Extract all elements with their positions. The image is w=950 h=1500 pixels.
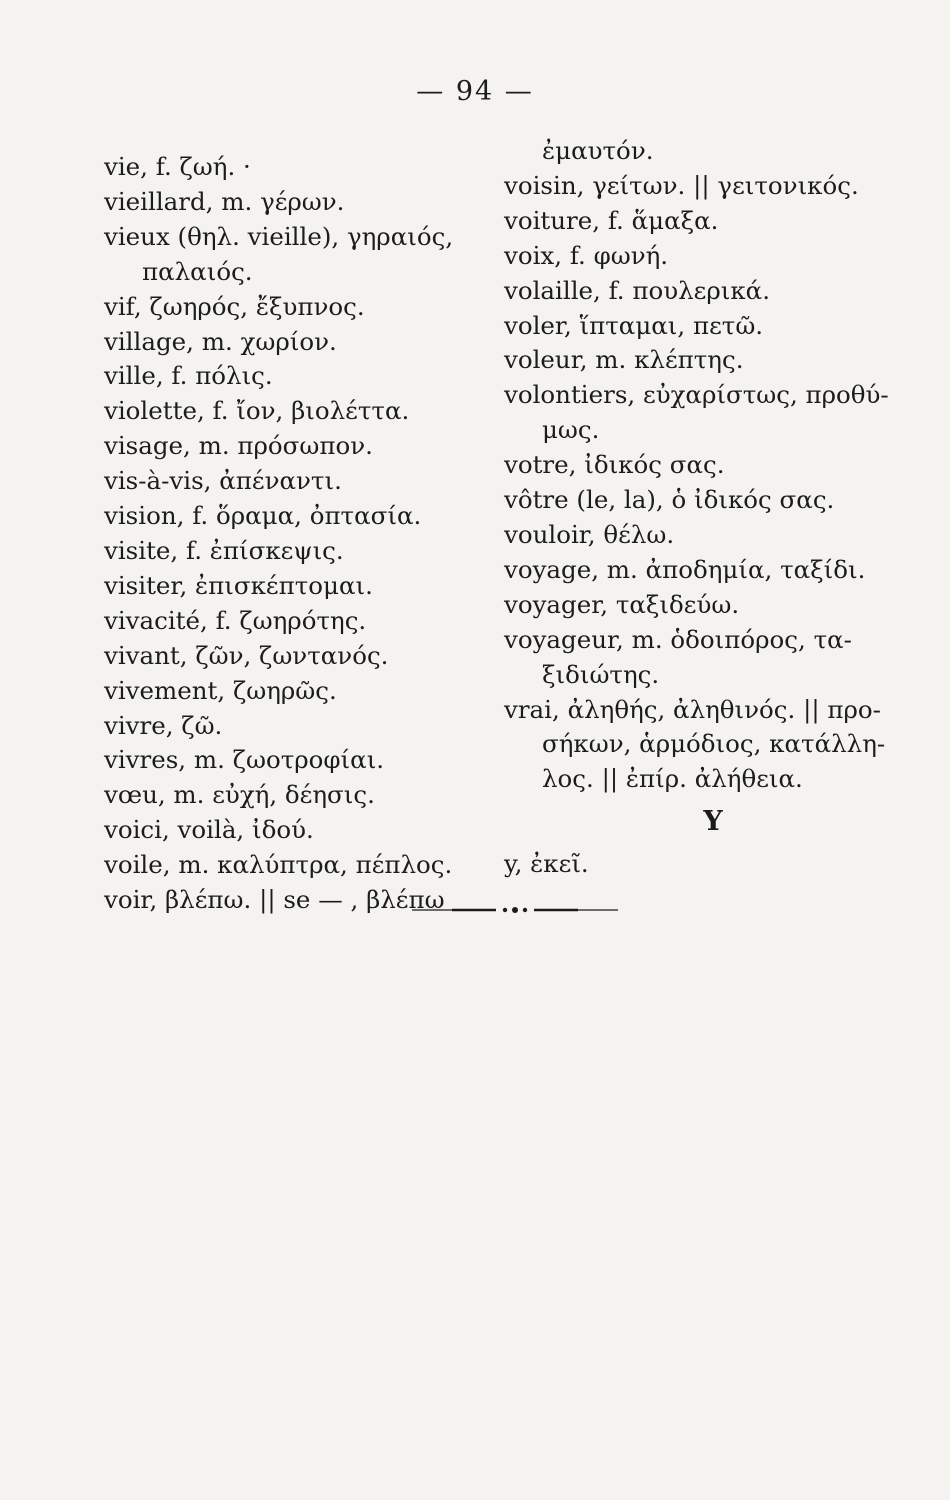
dictionary-entry: vivacité, f. ζωηρότης. bbox=[104, 605, 367, 635]
dictionary-entry: violette, f. ἴον, βιολέττα. bbox=[104, 396, 410, 426]
dictionary-entry: voir, βλέπω. || se — , βλέπω bbox=[104, 885, 445, 915]
dictionary-entry-continuation: ἐμαυτόν. bbox=[542, 136, 654, 165]
dictionary-entry: vision, f. ὅραμα, ὀπτασία. bbox=[104, 501, 422, 531]
left-column bbox=[104, 150, 504, 918]
dictionary-entry: vrai, ἀληθής, ἀληθινός. || προ- bbox=[504, 694, 881, 724]
dictionary-entry: visage, m. πρόσωπον. bbox=[104, 431, 373, 461]
dictionary-entry: voyageur, m. ὁδοιπόρος, τα- bbox=[504, 624, 852, 654]
dictionary-entry: voyager, ταξιδεύω. bbox=[504, 589, 740, 619]
dictionary-entry: vivres, m. ζωοτροφίαι. bbox=[104, 745, 385, 775]
dictionary-entry: vie, f. ζωή. · bbox=[104, 152, 251, 181]
dictionary-entry: volontiers, εὐχαρίστως, προθύ- bbox=[504, 380, 889, 410]
section-letter-heading: Y bbox=[703, 806, 723, 838]
dictionary-entry: voisin, γείτων. || γειτονικός. bbox=[504, 170, 859, 200]
dictionary-entry: volaille, f. πουλερικά. bbox=[504, 275, 771, 305]
dictionary-entry: y, ἐκεῖ. bbox=[504, 849, 589, 879]
dictionary-entry: voici, voilà, ἰδού. bbox=[104, 815, 314, 845]
dictionary-entry: vieillard, m. γέρων. bbox=[104, 186, 345, 216]
dictionary-entry-continuation: ξιδιώτης. bbox=[542, 659, 660, 689]
dictionary-entry: village, m. χωρίον. bbox=[104, 326, 337, 356]
dictionary-entry: vif, ζωηρός, ἔξυπνος. bbox=[104, 291, 365, 321]
dictionary-entry-continuation: σήκων, ἁρμόδιος, κατάλλη- bbox=[542, 729, 886, 759]
dictionary-entry: voleur, m. κλέπτης. bbox=[504, 345, 744, 375]
dictionary-entry: vieux (θηλ. vieille), γηραιός, bbox=[104, 221, 454, 251]
dictionary-entry: visiter, ἐπισκέπτομαι. bbox=[104, 570, 373, 600]
section-y-entries bbox=[504, 847, 904, 882]
dictionary-entry: vivant, ζῶν, ζωντανός. bbox=[104, 640, 389, 670]
right-column bbox=[504, 134, 904, 882]
dictionary-entry: vouloir, θέλω. bbox=[504, 519, 675, 549]
dictionary-entry-continuation: λος. || ἐπίρ. ἀλήθεια. bbox=[542, 764, 803, 794]
right-column-entries bbox=[504, 134, 904, 797]
dictionary-entry-continuation: μως. bbox=[542, 415, 600, 445]
dictionary-entry: vœu, m. εὐχή, δέησις. bbox=[104, 780, 375, 810]
dictionary-entry-continuation: παλαιός. bbox=[142, 256, 253, 286]
end-ornament-divider bbox=[412, 903, 618, 917]
dictionary-entry: vivre, ζῶ. bbox=[104, 710, 223, 740]
dictionary-entry: voyage, m. ἀποδημία, ταξίδι. bbox=[504, 554, 866, 584]
dictionary-entry: vôtre (le, la), ὁ ἰδικός σας. bbox=[504, 485, 835, 515]
dictionary-entry: voiture, f. ἅμαξα. bbox=[504, 205, 719, 235]
dictionary-entry: ville, f. πόλις. bbox=[104, 361, 273, 391]
dictionary-entry: vivement, ζωηρῶς. bbox=[104, 675, 337, 705]
dictionary-entry: voler, ἵπταμαι, πετῶ. bbox=[504, 310, 764, 340]
dictionary-entry: vis-à-vis, ἀπέναντι. bbox=[104, 466, 342, 496]
dictionary-entry: voix, f. φωνή. bbox=[504, 240, 669, 270]
dictionary-entry: votre, ἰδικός σας. bbox=[504, 450, 725, 480]
page-number: — 94 — bbox=[416, 76, 534, 107]
dictionary-entry: visite, f. ἐπίσκεψις. bbox=[104, 535, 344, 565]
dictionary-entry: voile, m. καλύπτρα, πέπλος. bbox=[104, 850, 453, 880]
